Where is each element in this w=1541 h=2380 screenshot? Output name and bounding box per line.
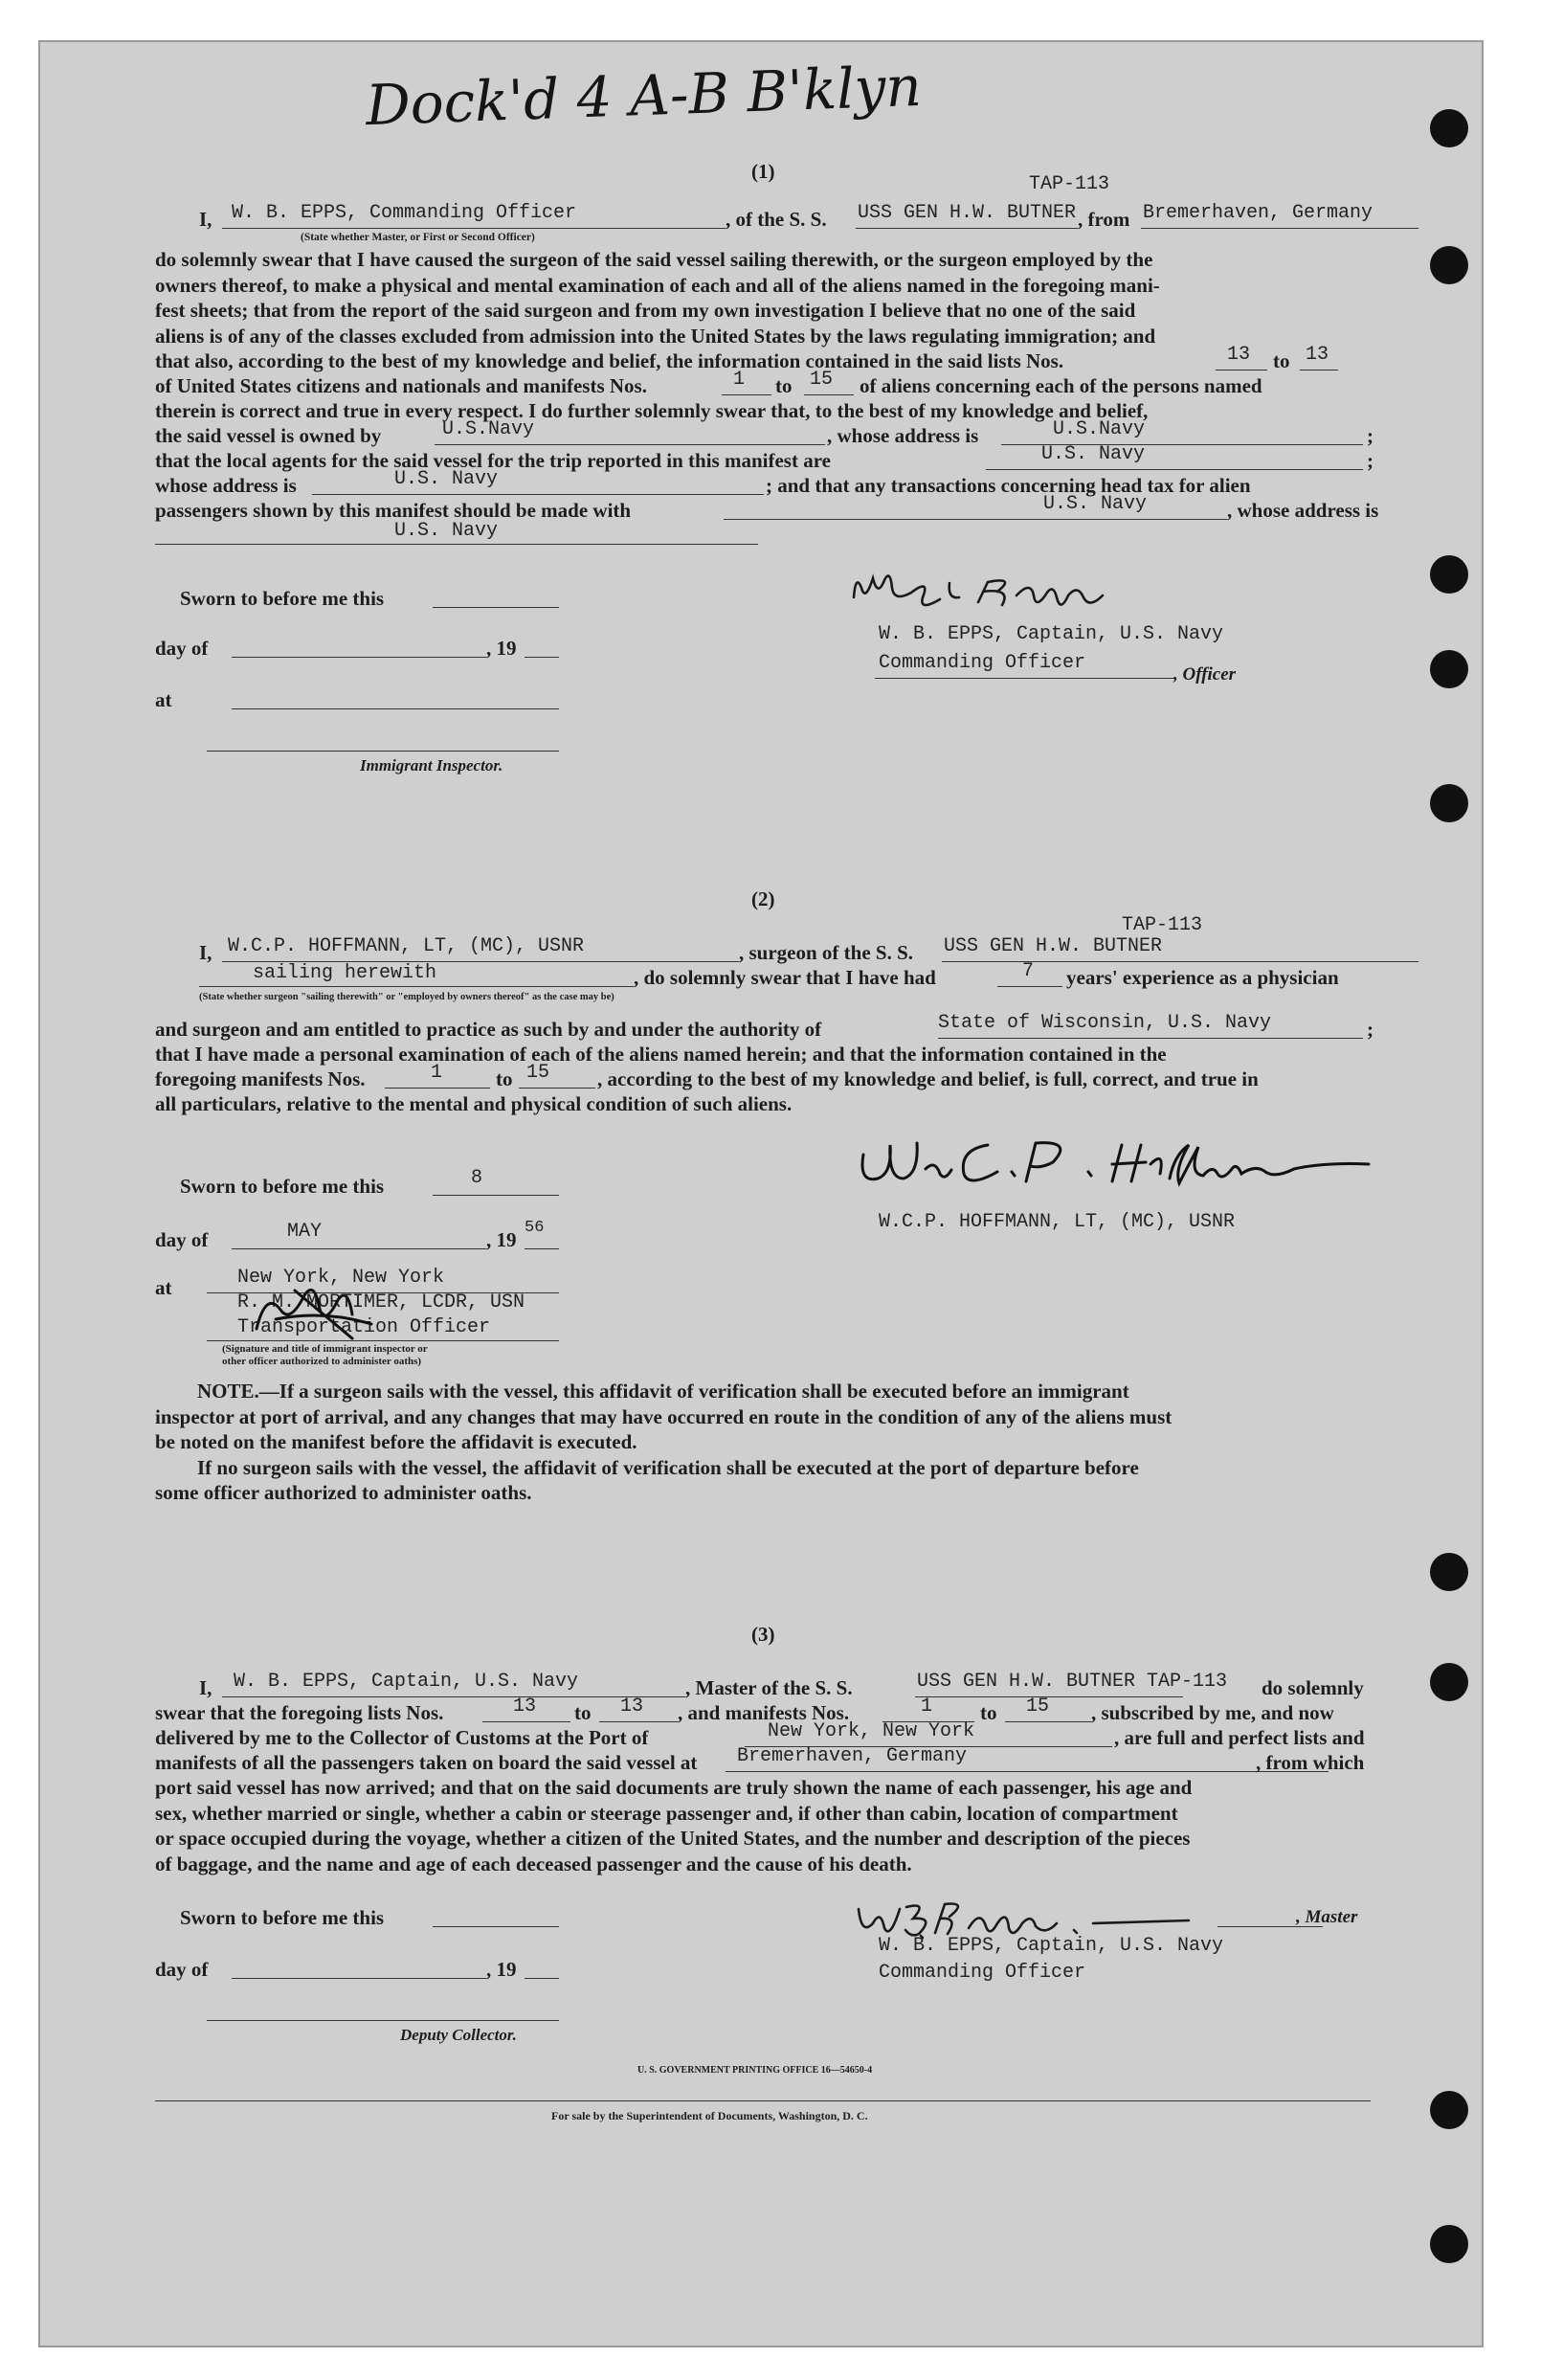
sworn-day: 8 [471, 1167, 483, 1189]
practice-authority: State of Wisconsin, U.S. Navy [938, 1012, 1272, 1034]
vessel-name: USS GEN H.W. BUTNER [858, 202, 1077, 224]
punch-hole [1430, 2091, 1468, 2129]
punch-hole [1430, 555, 1468, 594]
captain-signature [844, 559, 1131, 626]
punch-hole [1430, 2225, 1468, 2263]
officer-name: W. B. EPPS, Commanding Officer [232, 202, 577, 224]
section-3-vessel: USS GEN H.W. BUTNER TAP-113 [917, 1671, 1228, 1693]
officer-caption-2: other officer authorized to administer oaths) [222, 1356, 422, 1367]
immigrant-inspector-caption: Immigrant Inspector. [360, 756, 503, 775]
punch-hole [1430, 650, 1468, 688]
manifests-to: 15 [810, 369, 834, 391]
head-tax-address: U.S. Navy [394, 520, 499, 542]
owned-by: U.S.Navy [442, 418, 535, 440]
master-name: W. B. EPPS, Captain, U.S. Navy [234, 1671, 579, 1693]
administering-officer-title: Transportation Officer [237, 1316, 491, 1338]
section-3-number: (3) [751, 1623, 775, 1646]
sworn-place: New York, New York [237, 1267, 445, 1289]
section-3-lists-from: 13 [513, 1695, 537, 1718]
section-3-manifests-from: 1 [921, 1695, 933, 1718]
head-tax-with: U.S. Navy [1043, 493, 1148, 515]
owner-address: U.S.Navy [1053, 418, 1146, 440]
section-3-body: port said vessel has now arrived; and that on the said documents are truly shown the name of each passenger, his age and sex, whether married or single, whether a cabin or steerage passenger and, if other than cabin, location of compartment or space occupied during the voyage, whether a citizen of the United States, and the number and description of the pieces of baggage, and the name and age of each deceased passenger and the cause of his death. [155, 1776, 1193, 1875]
section-2-vessel: USS GEN H.W. BUTNER [944, 935, 1163, 957]
surgeon-signature [844, 1126, 1380, 1202]
sale-note: For sale by the Superintendent of Documents, Washington, D. C. [551, 2109, 868, 2122]
surgeon-name: W.C.P. HOFFMANN, LT, (MC), USNR [228, 935, 585, 957]
handwritten-header-note: Dock'd 4 A-B B'klyn [364, 53, 923, 139]
punch-hole [1430, 1663, 1468, 1701]
manifests-from: 1 [733, 369, 746, 391]
svg-text:W.B. Epps: W.B. Epps [844, 559, 849, 560]
sailing-status: sailing herewith [253, 962, 437, 984]
manifest-affidavit-sheet: Dock'd 4 A-B B'klyn (1) TAP-113 I, W. B. EPPS, Commanding Officer (State whether Master, or First or Second Officer) , of the S. S. USS GEN H.W. BUTNER , from Bremerhaven, Germany do solemnly swear that I have caused the surgeon of the said vessel sailing therewith, or the surgeon employed by the owners thereof, to make a physical and mental examination of each and all of the aliens named in the foregoing mani- fest sheets; that from the report of the said surgeon and from my own investigation I believe that no one of the said aliens is of any of the classes excluded from admission into the United States by the laws regulating immigration; and that also, according to the best of my knowledge and belief, the information contained in the said lists Nos. 13 to 13 of United States citizens and nationals and manifests Nos. 1 to 15 of aliens concerning each of the persons named therein is correct and true in every respect. I do further solemnly swear that, to the best of my knowledge and belief, the said vessel is owned by U.S.Navy , whose address is U.S.Navy ; that the local agents for the said vessel for the trip reported in this manifest are U.S. Navy ; whose address is U.S. Navy ; and that any transactions concerning head tax for alien passengers shown by this manifest should be made with U.S. Navy , whose address is U.S. Navy Sworn to before me this day of , 19 at Immigrant Inspector. W.B. Epps W. B. EPPS, Captain, U.S. Navy Commanding Officer , Officer (2) TAP-113 I, W.C.P. HOFFMANN, LT, (MC), USNR , surgeon of the S. S. USS GEN H.W. BUTNER sailing herewith , do solemnly swear that I have had 7 years' experience as a physician (State whether surgeon "sailing therewith" or "employed by owners thereof" as the case may be) and surgeon and am entitled to practice as such by and under the authority of State of Wisconsin, U.S. Navy ; that I have made a personal examination of each of the aliens named herein; and that the information contained in the foregoing manifests Nos. 1 to 15 , according to the best of my knowledge and belief, is full, correct, and true in all particulars, relative to the mental and physical condition of such aliens. Sworn to before me this 8 day of MAY , 19 56 at New York, New York R. M. MORTIMER, LCDR, USN Transportation Officer (Signature and title of immigrant inspector or other officer authorized to administer oaths) W.C.P. HOFFMANN, LT, (MC), USNR NOTE.—If a surgeon sails with the vessel, this affidavit of verification shall be executed before an immigrant inspector at port of arrival, and any changes that may have occurred en route in the condition of any of the aliens must be noted on the manifest before the affidavit is executed. If no surgeon sails with the vessel, the affidavit of verification shall be executed at the port of departure before some officer authorized to administer oaths. (3) I, W. B. EPPS, Captain, U.S. Navy , Master of the S. S. USS GEN H.W. BUTNER TAP-113 do solemnly swear that the foregoing lists Nos. 13 to 13 , and manifests Nos. 1 to 15 , subscribed by me, and now delivered by me to the Collector of Customs at the Port of New York, New York , are full and perfect lists and manifests of all the passengers taken on board the said vessel at Bremerhaven, Germany , from which port said vessel has now arrived; and that on the said documents are truly shown the name of each passenger, his age and sex, whether married or single, whether a cabin or steerage passenger and, if other than cabin, location of compartment or space occupied during the voyage, whether a citizen of the United States, and the number and description of the pieces of baggage, and the name and age of each deceased passenger and the cause of his death. Sworn to before me this day of , 19 Deputy Collector. , Master W. B. EPPS, Captain, U.S. Navy Commanding Officer U. S. GOVERNMENT PRINTING OFFICE 16—54650-4 For sale by the Superintendent of Documents, Washington, D. C. [38, 40, 1484, 2347]
deputy-collector-caption: Deputy Collector. [400, 2026, 517, 2044]
administering-officer-signature [237, 1271, 400, 1348]
section-3-port: New York, New York [768, 1720, 975, 1742]
section-3-signer-name: W. B. EPPS, Captain, U.S. Navy [879, 1935, 1224, 1957]
section-2-number: (2) [751, 887, 775, 910]
printing-office-line: U. S. GOVERNMENT PRINTING OFFICE 16—54650-4 [637, 2065, 873, 2076]
lists-from: 13 [1227, 344, 1251, 366]
tap-code-2: TAP-113 [1122, 914, 1203, 936]
section-1-number: (1) [751, 160, 775, 183]
punch-hole [1430, 109, 1468, 147]
punch-hole [1430, 246, 1468, 284]
section-1-body: do solemnly swear that I have caused the surgeon of the said vessel sailing therewith, or the surgeon employed by the owners thereof, to make a physical and mental examination of each and all of the aliens named in the foregoing mani- fest sheets; that from the report of the said surgeon and from my own investigation I believe that no one of the said aliens is of any of the classes excluded from admission into the United States by the laws regulating immigration; and [155, 248, 1160, 348]
years-experience: 7 [1022, 960, 1035, 982]
punch-hole [1430, 1553, 1468, 1591]
agent-address: U.S. Navy [394, 468, 499, 490]
local-agents: U.S. Navy [1041, 443, 1146, 465]
section-1-signer-name: W. B. EPPS, Captain, U.S. Navy [879, 623, 1224, 645]
sailing-caption: (State whether surgeon "sailing therewith" or "employed by owners thereof" as the case may be) [199, 992, 614, 1002]
section-2-manifests-to: 15 [526, 1062, 550, 1084]
boarding-port: Bremerhaven, Germany [737, 1745, 968, 1767]
section-3-signer-title: Commanding Officer [879, 1962, 1086, 1984]
officer-caption-1: (Signature and title of immigrant inspector or [222, 1343, 428, 1355]
punch-hole [1430, 784, 1468, 822]
administering-officer-name: R. M. MORTIMER, LCDR, USN [237, 1291, 525, 1313]
officer-name-line [222, 228, 726, 229]
departure-port: Bremerhaven, Germany [1143, 202, 1374, 224]
section-3-manifests-to: 15 [1026, 1695, 1050, 1718]
sworn-year: 56 [525, 1219, 545, 1237]
section-2-signer-name: W.C.P. HOFFMANN, LT, (MC), USNR [879, 1211, 1236, 1233]
section-2-manifests-from: 1 [431, 1062, 443, 1084]
note-paragraph: NOTE.—If a surgeon sails with the vessel, this affidavit of verification shall be executed before an immigrant inspector at port of arrival, and any changes that may have occurred en route in the condition of any of the aliens must be noted on the manifest before the affidavit is executed. If no surgeon sails with the vessel, the affidavit of verification shall be executed at the port of departure before some officer authorized to administer oaths. [155, 1380, 1172, 1504]
officer-caption: (State whether Master, or First or Second Officer) [301, 232, 535, 243]
lists-to: 13 [1306, 344, 1329, 366]
section-1-signer-title: Commanding Officer [879, 652, 1086, 674]
section-3-lists-to: 13 [620, 1695, 644, 1718]
sworn-month: MAY [287, 1221, 323, 1243]
tap-code: TAP-113 [1029, 173, 1110, 195]
